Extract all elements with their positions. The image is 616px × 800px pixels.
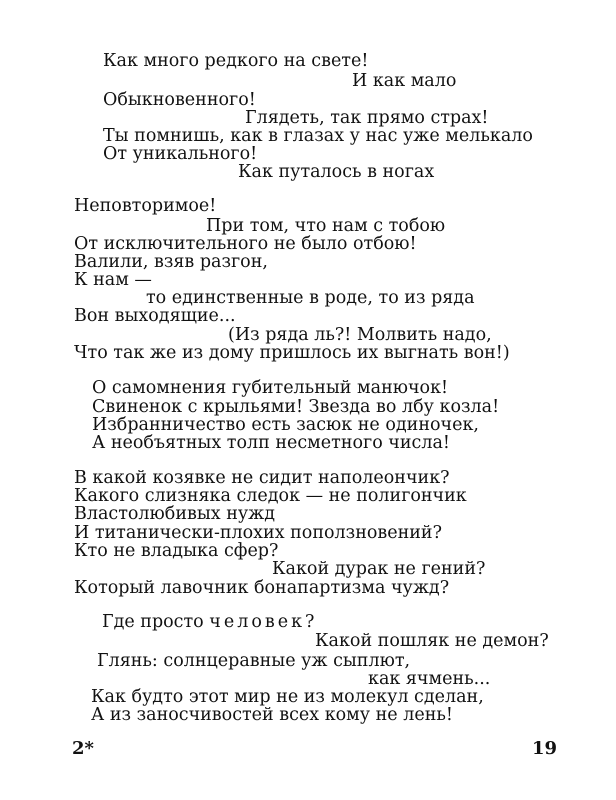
poem-line: как ячмень... [368, 669, 491, 689]
poem-line: Как путалось в ногах [238, 162, 435, 182]
signature-mark: 2* [72, 738, 94, 759]
poem-line: Свиненок с крыльями! Звезда во лбу козла! [92, 397, 500, 417]
poem-line: Как будто этот мир не из молекул сделан, [91, 687, 484, 707]
poem-line: Как много редкого на свете! [103, 51, 369, 71]
poem-line: Глядеть, так прямо страх! [245, 108, 489, 128]
poem-line: Властолюбивых нужд [74, 504, 276, 524]
poem-line: Вон выходящие... [74, 306, 236, 326]
poem-line: Обыкновенного! [103, 90, 256, 110]
poem-line: И как мало [352, 71, 457, 91]
poem-line: Какой дурак не гений? [272, 559, 486, 579]
poem-line [102, 612, 317, 632]
poem-line: Кто не владыка сфер? [74, 541, 279, 561]
poem-line: А из заносчивостей всех кому не лень! [91, 705, 453, 725]
spaced-emphasis-word: человек? [209, 612, 318, 632]
poem-line: И титанически-плохих поползновений? [74, 523, 442, 543]
poem-line: От исключительного не было отбою! [74, 234, 417, 254]
poem-line: При том, что нам с тобою [206, 216, 446, 236]
poem-line: Глянь: солнцеравные уж сыплют, [97, 651, 411, 671]
poem-line: В какой козявке не сидит наполеончик? [74, 468, 450, 488]
poem-line: Какого слизняка следок — не полигончик [74, 486, 467, 506]
page-number: 19 [532, 738, 558, 759]
poem-line: то единственные в роде, то из ряда [146, 288, 475, 308]
poem-line: (Из ряда ль?! Молвить надо, [228, 325, 492, 345]
poem-line: Валили, взяв разгон, [74, 252, 268, 272]
poem-line: Какой пошляк не демон? [315, 631, 549, 651]
poem-line: От уникального! [103, 144, 258, 164]
poem-line: Избранничество есть засюк не одиночек, [92, 415, 479, 435]
poem-line: Который лавочник бонапартизма чужд? [74, 578, 450, 598]
poem-line: А необъятных толп несметного числа! [92, 433, 450, 453]
poem-line: Ты помнишь, как в глазах у нас уже мелькало [103, 126, 533, 146]
poem-line: К нам — [74, 270, 152, 290]
poem-line: О самомнения губительный манючок! [92, 378, 449, 398]
poem-line: Неповторимое! [74, 196, 217, 216]
poem-text: Где просто [102, 612, 204, 632]
poem-line: Что так же из дому пришлось их выгнать вон!) [74, 343, 510, 363]
